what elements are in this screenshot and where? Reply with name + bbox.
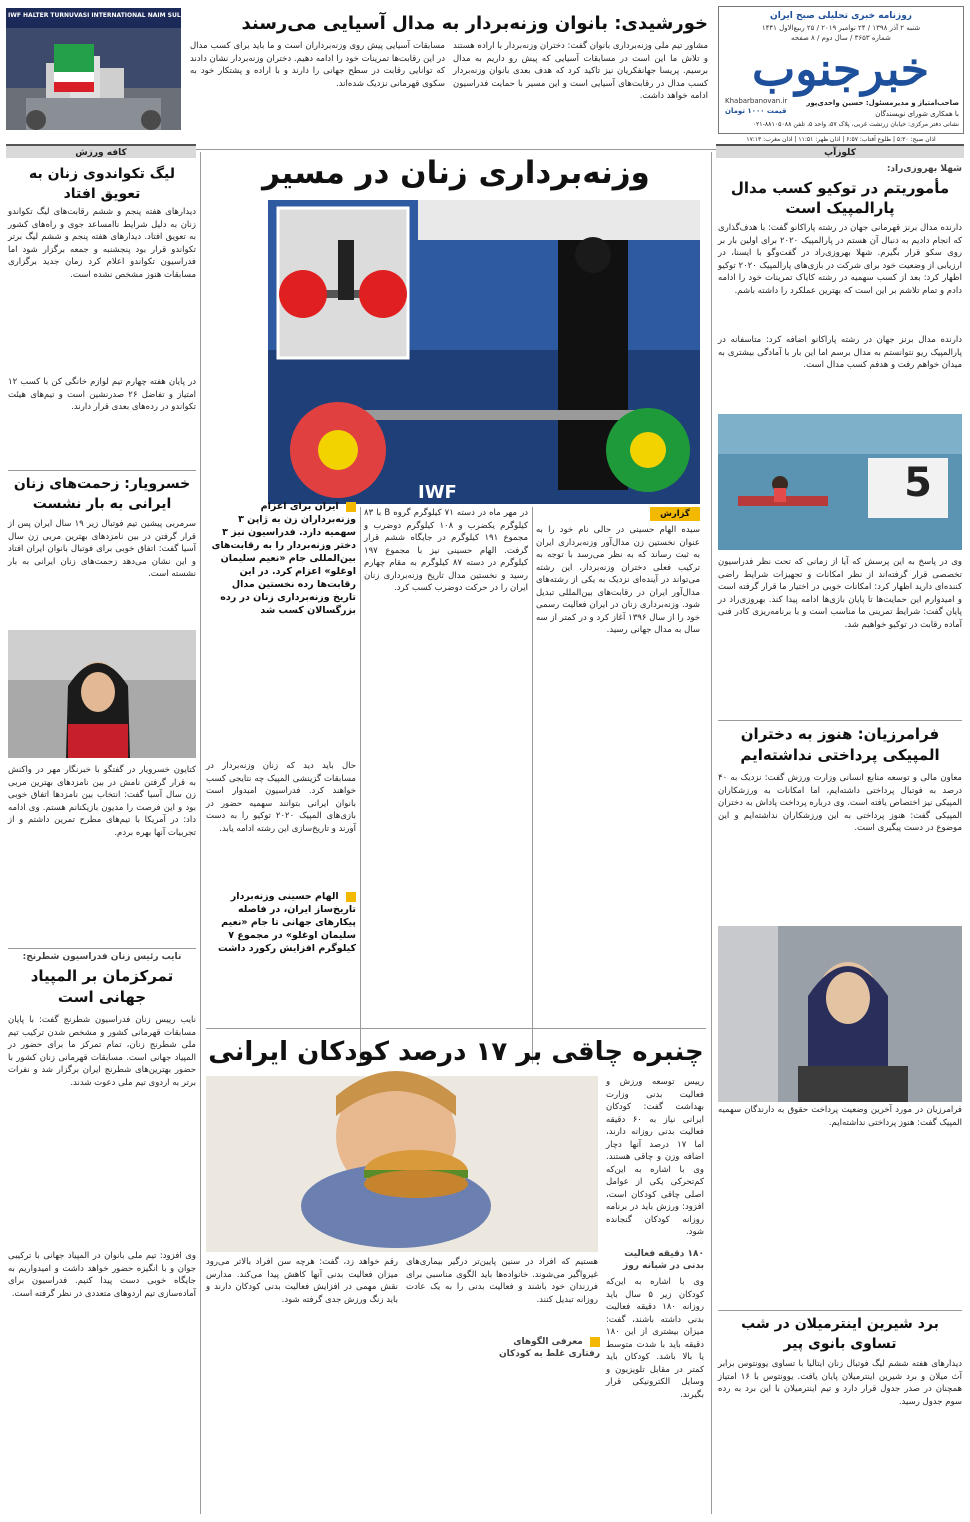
weightlifting-podium-graphic — [6, 8, 224, 130]
main-inner-rule-1 — [532, 507, 533, 1064]
main-photo-label: IWF — [418, 482, 457, 503]
lower-sub-marker-icon — [590, 1337, 600, 1347]
right-body-1b: دارنده مدال برنز جهان در رشته پاراکانو اضافه کرد: متاسفانه در پارالمپیک ریو نتوانستم به مدال برسم اما این بار با آمادگی بیشتری به میدان خواهم رفت و هدفم کسب مدال است. — [718, 335, 962, 370]
lower-story-col-2: وی با اشاره به این‌که کودکان زیر ۵ سال باید روزانه ۱۸۰ دقیقه فعالیت بدنی داشته باشند، گفت: میزان بیشتری از این ۱۸۰ دقیقه باید با شدت متوسط یا بالا باشد. کودکان باید کمتر در مقابل تلویزیون و وسایل الکترونیکی قرار بگیرند. — [606, 1277, 705, 1400]
top-story-headline: خورشیدی: بانوان وزنه‌بردار به مدال آسیایی می‌رسند — [241, 13, 708, 34]
left-rule-1 — [8, 470, 196, 471]
masthead-logo: خبرجنوب — [751, 42, 930, 96]
masthead-address: نشانی دفتر مرکزی: خیابان زرتشت غربی، پلاک ۵۷، واحد ۵، تلفن ۸۸۱۰۵۰۸۸-۰۲۱ — [752, 121, 959, 128]
right-body-2: وی در پاسخ به این پرسش که آیا از زمانی که تحت نظر فدراسیون تخصصی قرار گرفته‌اند از نظر امکانات و تجهیزات شرایط راضی کننده‌ای دارید اظهار کرد: امکانات خوبی در اختیار ما قرار گرفته است و امیدوارم این حمایت‌ها تا پایان بازی‌ها ادامه پیدا کند. بهروزی‌راد در پایان گفت: شرایط تمرینی ما مناسب است و با برنامه‌ریزی کادر فنی آماده رقابت در توکیو خواهیم شد. — [718, 557, 962, 630]
side-note-marker-icon-2 — [346, 892, 356, 902]
left-rule-2 — [8, 948, 196, 949]
right-kicker-1: شهلا بهروزی‌راد: — [886, 164, 962, 174]
masthead — [718, 6, 964, 134]
left-body-1b: در پایان هفته چهارم تیم لوازم خانگی کن با کسب ۱۲ امتیاز و تفاضل ۲۶ صدرنشین است و تیم‌های هیئت تکواندو در رده‌های بعدی قرار دارند. — [8, 377, 196, 412]
lower-story-sub-2-text: معرفی الگوهای رفتاری غلط به کودکان — [498, 1337, 600, 1359]
khosroyar-photo — [8, 630, 196, 758]
weightlifter-photo-graphic — [268, 200, 700, 504]
official-portrait-graphic — [718, 926, 962, 1102]
left-headline-1: لیگ تکواندوی زنان به تعویق افتاد — [28, 166, 176, 202]
right-headline-1: مأموریتم در توکیو کسب مدال پارالمپیک است — [730, 179, 950, 217]
left-column-rule — [200, 152, 201, 1514]
side-note-1-text: ایران برای اعزام وزنه‌برداران زن به ژاپن ۳ سهمیه دارد. فدراسیون نیز ۳ دختر وزنه‌بردار را به رقابت‌های بین‌المللی جام «نعیم سلیمان اوغلو» اعزام کرد. در این رقابت‌ها رده نخستین مدال تاریخ وزنه‌برداری زنان در رده بزرگسالان کسب شد — [211, 501, 356, 616]
masthead-publisher: صاحب‌امتیاز و مدیرمسئول: حسین واحدی‌پور — [806, 99, 959, 107]
masthead-council: با همکاری شورای نویسندگان — [875, 110, 959, 118]
main-story-col-a: سیده الهام حسینی در حالی نام خود را به عنوان نخستین زن مدال‌آور وزنه‌برداری ایران به ثبت رساند که به نظر می‌رسد با توجه به ترکیب فعلی دختران وزنه‌بردار، این رشته می‌تواند در آینده‌ای نزدیک به یکی از رشته‌های مدال‌آور ایران در رقابت‌های بین‌المللی تبدیل شود. وزنه‌برداری زنان در ایران فعالیت رسمی خود را از سال ۱۳۹۶ آغاز کرد و در کمتر از سه سال به مدال جهانی رسید. — [536, 525, 700, 635]
right-rule-1 — [718, 720, 962, 721]
main-bottom-rule — [206, 1028, 706, 1029]
lower-story-col-1: رییس توسعه ورزش و فعالیت بدنی وزارت بهداشت گفت: کودکان ایرانی نیاز به ۶۰ دقیقه فعالیت بدنی روزانه دارند، اما ۱۷ درصد آنها دچار اضافه وزن و چاقی هستند. وی با اشاره به این‌که کم‌تحرکی یکی از عوامل اصلی چاقی کودکان است، افزود: ورزش باید در برنامه روزانه کودکان گنجانده شود. — [606, 1077, 704, 1237]
right-body-3: معاون مالی و توسعه منابع انسانی وزارت ورزش گفت: نزدیک به ۴۰ درصد به فوتبال پرداختی داشته‌ایم، اما امکانات به ورزشکاران المپیکی نیز اختصاص یافته است. وی درباره پرداخت پاداش به دختران المپیکی گفت: هنوز پرداختی به این ورزشکاران نداشته‌ایم و این موضوع در دست پیگیری است. — [718, 773, 962, 833]
left-section-label: کافه ورزش — [6, 144, 196, 158]
masthead-price: قیمت ۱۰۰۰ تومان — [725, 107, 787, 115]
masthead-issue-line-2: شماره ۳۶۵۳ / سال دوم / ۸ صفحه — [791, 34, 891, 42]
lower-story-col-4: رقم خواهد زد، گفت: هرچه سن افراد بالاتر می‌رود میزان فعالیت بدنی آنها کاهش پیدا می‌کند. مدارس نقش مهمی در افزایش فعالیت بدنی کودکان دارند و باید زنگ ورزش جدی گرفته شود. — [206, 1257, 398, 1305]
right-section-label: کلوزآپ — [716, 144, 964, 158]
main-story-headline: وزنه‌برداری زنان در مسیر — [262, 155, 650, 191]
left-body-2b: کتایون خسرویار در گفتگو با خبرنگار مهر در واکنش به قرار گرفتن نامش در بین نامزدهای بهترین مربی زن سال آسیا گفت: انتخاب بین نامزدها اتفاق خوبی بود و این فرصت را مدیون بازیکنانم هستم. وی ادامه داد: در آمریکا با تیم‌های مطرح تمرین داشتم و از تجربیات آنها بهره بردم. — [8, 765, 196, 838]
main-side-note-2 — [206, 890, 356, 1040]
right-photo-caption: فرامرزیان در مورد آخرین وضعیت پرداخت حقوق به دارندگان سهمیه المپیک گفت: هنوز پرداختی نداشته‌ایم. — [718, 1105, 962, 1128]
child-burger-graphic — [206, 1076, 598, 1252]
main-side-note-1 — [206, 500, 356, 740]
left-kicker-3: نایب رئیس زنان فدراسیون شطرنج: — [22, 952, 182, 962]
main-story-photo — [268, 200, 700, 504]
lower-story-sub-2 — [480, 1336, 600, 1360]
top-story-text-1: مشاور تیم ملی وزنه‌برداری بانوان گفت: دختران وزنه‌بردار با اراده هستند و تلاش ما این است در مسابقات آسیایی که پیش رو داریم به مدال برسیم. پریسا جهانفکریان نیز تاکید کرد که هدف بعدی بانوان وزنه‌بردار کسب مدال در رقابت‌های آسیایی است و این مسیر با حمایت فدراسیون ادامه خواهد داشت. — [453, 41, 708, 101]
child-eating-photo — [206, 1076, 598, 1252]
main-inner-rule-2 — [360, 507, 361, 1064]
right-headline-3: برد شیرین اینترمیلان در شب تساوی بانوی پیر — [741, 1316, 939, 1352]
masthead-tagline: روزنامه خبری تحلیلی صبح ایران — [770, 11, 912, 21]
side-note-marker-icon — [346, 502, 356, 512]
kayak-lane-number: 5 — [904, 460, 932, 506]
left-headline-2: خسرویار: زحمت‌های زنان ایرانی به بار نشست — [13, 476, 191, 512]
right-rule-2 — [718, 1310, 962, 1311]
left-body-3: نایب رییس زنان فدراسیون شطرنج گفت: با پایان مسابقات قهرمانی کشور و مشخص شدن ترکیب تیم ملی شطرنج زنان، تمام تمرکز ما برای حضور در المپیاد جهانی است. مسابقات قهرمانی زنان کشور با حضور بهترین‌های شطرنج ایران برگزار شد و نفرات برتر به اردوی تیم ملی دعوت شدند. — [8, 1015, 196, 1088]
kayak-photo — [718, 414, 962, 550]
lower-story-col-3: هستیم که افراد در سنین پایین‌تر درگیر بیماری‌های غیرواگیر می‌شوند. خانواده‌ها باید الگوی مناسبی برای فرزندان خود باشند و فعالیت بدنی را به یک عادت روزانه تبدیل کنند. — [406, 1257, 598, 1305]
right-column-rule — [711, 152, 712, 1514]
main-story-col-c: حال باید دید که زنان وزنه‌بردار در مسابقات گزینشی المپیک چه نتایجی کسب خواهند کرد. فدراسیون امیدوار است بانوان ایرانی بتوانند سهمیه حضور در بازی‌های المپیک ۲۰۲۰ توکیو را به دست آورند و تاریخ‌سازی این رشته ادامه یابد. — [206, 761, 356, 834]
masthead-website[interactable]: Khabarbanovan.ir — [725, 97, 788, 105]
faramarzian-photo — [718, 926, 962, 1102]
right-headline-2: فرامرزیان: هنوز به دختران المپیکی پرداختی نداشته‌ایم — [740, 725, 940, 764]
left-body-3b: وی افزود: تیم ملی بانوان در المپیاد جهانی با ترکیبی جوان و با انگیزه حضور خواهد داشت و امیدواریم به جایگاه خوبی دست پیدا کنیم. فدراسیون برای آماده‌سازی تیم اردوهای متعددی در نظر گرفته است. — [8, 1251, 196, 1299]
lower-story-headline: چنبره چاقی بر ۱۷ درصد کودکان ایرانی — [208, 1037, 704, 1067]
left-body-2: سرمربی پیشین تیم فوتبال زیر ۱۹ سال ایران پس از قرار گرفتن در بین نامزدهای بهترین مربی زن سال آسیا گفت: اتفاق خوبی برای فوتبال بانوان ایران افتاد و این نشان می‌دهد زحمت‌های زنان ایرانی به بار نشسته است. — [8, 519, 196, 579]
coach-portrait-graphic — [8, 630, 196, 758]
prayer-times-bar: اذان صبح: ۵:۳۰ | طلوع آفتاب: ۶:۵۷ | اذان ظهر: ۱۱:۵۱ | اذان مغرب: ۱۷:۱۳ — [746, 136, 936, 143]
top-photo-banner-text: IWF HALTER TURNUVASI INTERNATIONAL NAIM SULEYMANOGLU — [8, 12, 224, 19]
left-body-1: دیدارهای هفته پنجم و ششم رقابت‌های لیگ تکواندو زنان به دلیل شرایط ناامساعد جوی و راه‌های کشور به تعویق افتاد. دیدارهای هفته پنجم و ششم لیگ برتر تکواندو قرار بود پنجشنبه و جمعه برگزار شود اما فدراسیون تکواندو اعلام کرد زمان جدید برگزاری مسابقات هنوز مشخص نشده است. — [8, 207, 196, 280]
left-headline-3: تمرکزمان بر المپیاد جهانی است — [30, 967, 174, 1006]
main-story-tag: گزارش — [650, 507, 700, 521]
top-story-photo — [6, 8, 224, 130]
masthead-issue-line: شنبه ۲ آذر ۱۳۹۸ / ۲۴ نوامبر ۲۰۱۹ / ۲۵ ربیع‌الاول ۱۴۴۱ — [761, 24, 921, 32]
top-story-text-2: مسابقات آسیایی پیش روی وزنه‌برداران است و ما باید برای کسب مدال در این رقابت‌ها تمرینات خود را ادامه دهیم. دختران وزنه‌بردار نشان دادند که توانایی رقابت در سطح جهانی را دارند و با اراده و پشتکار خود به سکوی قهرمانی نزدیک شده‌اند. — [190, 41, 445, 89]
right-body-1: دارنده مدال برنز قهرمانی جهان در رشته پاراکانو گفت: با هدف‌گذاری که انجام دادیم به دنبال آن هستم در پارالمپیک ۲۰۲۰ برای اولین بار بر روی سکو قرار بگیرم. شهلا بهروزی‌راد در گفت‌وگو با ایسنا، در ارزیابی از وضعیت خود برای شرکت در بازی‌های پارالمپیک ۲۰۲۰ توکیو اظهار کرد: بعد از کسب سهمیه در رشته کایاک تمرینات خود را ادامه دادم و تمام تلاشم بر این است که بهترین عملکرد را داشته باشم. — [718, 223, 962, 296]
right-body-4: دیدارهای هفته ششم لیگ فوتبال زنان ایتالیا با تساوی یوونتوس برابر آث میلان و برد شیرین اینترمیلان پایان یافت. یوونتوس با ۱۶ امتیاز همچنان در صدر جدول قرار دارد و تیم اینترمیلان با این برد به رده سوم جدول رسید. — [718, 1359, 962, 1407]
lower-story-sub-1: ۱۸۰ دقیقه فعالیت بدنی در شبانه روز — [623, 1249, 704, 1271]
main-story-col-b: در مهر ماه در دسته ۷۱ کیلوگرم گروه B با ۸۳ کیلوگرم یکضرب و ۱۰۸ کیلوگرم دوضرب و مجموع ۱۹۱ کیلوگرم در جایگاه ششم قرار گرفت. الهام حسینی نیز با مجموع ۱۹۷ کیلوگرم در دسته ۸۷ کیلوگرم به مقام چهارم رسید و نخستین مدال تاریخ وزنه‌برداری زنان ایران را در حرکت دوضرب کسب کرد. — [364, 508, 528, 593]
side-note-2-text: الهام حسینی وزنه‌بردار تاریخ‌ساز ایران، در فاصله پیکارهای جهانی تا جام «نعیم سلیمان اوغلو» در مجموع ۷ کیلوگرم افزایش رکورد داشت — [217, 891, 356, 954]
